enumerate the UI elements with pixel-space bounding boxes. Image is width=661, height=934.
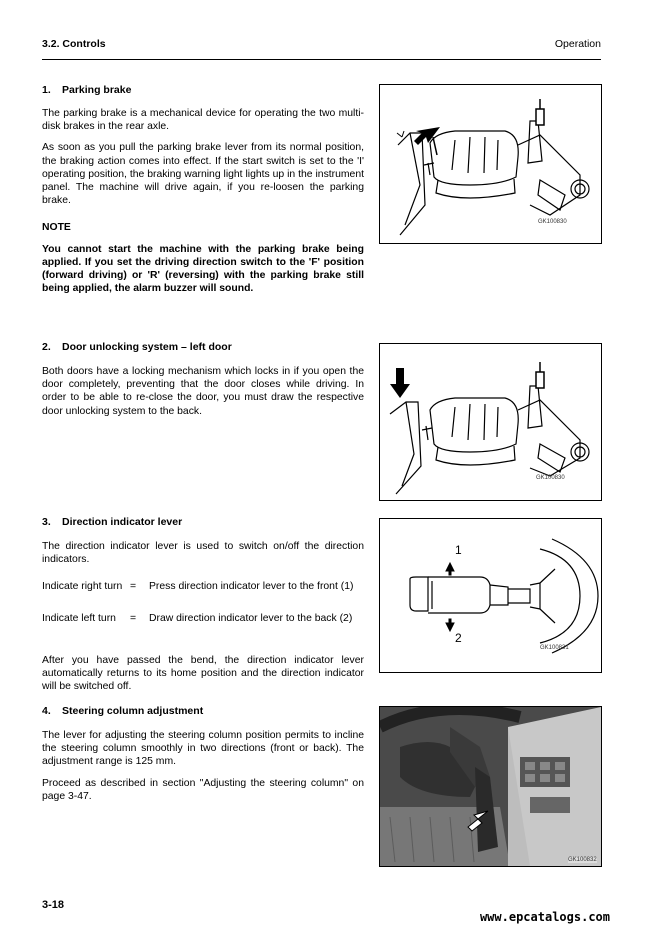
section-3-title: 3. Direction indicator lever [42,516,183,528]
header-rule [42,59,601,60]
figure-steering-photo [379,706,602,867]
section-2-body [42,365,364,418]
section-4-para-2: Proceed as described in section "Adjusting the steering column" on page 3-47. [42,777,364,802]
figure-direction-indicator [379,518,602,673]
header-section: 3.2. Controls [42,38,106,50]
indicate-left-desc: Draw direction indicator lever to the back (2) [149,613,353,624]
section-2-title: 2. Door unlocking system – left door [42,341,232,353]
label-1: 1 [455,543,462,557]
section-3-body [42,540,364,566]
arrow-forward-icon [446,563,454,575]
section-1-para-1: The parking brake is a mechanical device for operating the two multi-disk brakes in the rear axle. [42,108,364,133]
note-title: NOTE [42,222,71,234]
down-arrow-icon [390,368,410,398]
section-3-para-1: The direction indicator lever is used to switch on/off the direction indicators. [42,541,364,566]
indicate-left-eq: = [130,613,137,624]
indicate-right-desc: Press direction indicator lever to the front (1) [149,581,354,592]
header-chapter: Operation [554,38,601,50]
figure-3-code: GK100831 [540,645,569,651]
label-2: 2 [455,631,462,645]
page-number: 3-18 [42,899,65,911]
steering-photo [380,707,601,866]
indicate-right-label: Indicate right turn [42,581,123,592]
section-1-para-2: As soon as you pull the parking brake lever from its normal position, the braking action comes into effect. If the start switch is set to the 'I' operating position, the braking warning light lights up in the instrument panel. The machine will drive again, if you re-loosen the parking brake. [42,142,364,207]
figure-door-unlocking [379,343,602,501]
indicate-left-label: Indicate left turn [42,613,116,624]
indicate-right-eq: = [130,581,137,592]
figure-parking-brake [379,84,602,244]
section-3-after [42,654,364,694]
watermark-url[interactable]: www.epcatalogs.com [479,910,610,924]
figure-1-code: GK100830 [538,219,567,225]
section-1-title: 1. Parking brake [42,84,132,96]
cab-drawing-1 [380,85,601,243]
section-3-after-text: After you have passed the bend, the direction indicator lever automatically returns to its home position and the direction indicator will be switched off. [42,655,364,693]
cab-drawing-2 [380,344,601,500]
figure-2-code: GK100830 [536,475,565,481]
section-2-para-1: Both doors have a locking mechanism which locks in if you open the door completely, preventing that the door closes while driving. In order to be able to re-close the door, you must draw the respective door unlocking system to the back. [42,366,364,417]
section-4-title: 4. Steering column adjustment [42,705,204,717]
section-4-para-1: The lever for adjusting the steering column position permits to incline the steering column smoothly in two directions (front or back). The adjustment range is 125 mm. [42,730,364,768]
figure-4-code: GK100832 [568,857,597,863]
section-1-body [42,107,364,295]
section-4-body [42,729,364,803]
note-text: You cannot start the machine with the parking brake being applied. If you set the driving direction switch to the 'F' position (forward driving) or 'R' (reversing) with the parking brake still being applied, the alarm buzzer will sound. [42,243,364,295]
arrow-back-icon [446,619,454,631]
